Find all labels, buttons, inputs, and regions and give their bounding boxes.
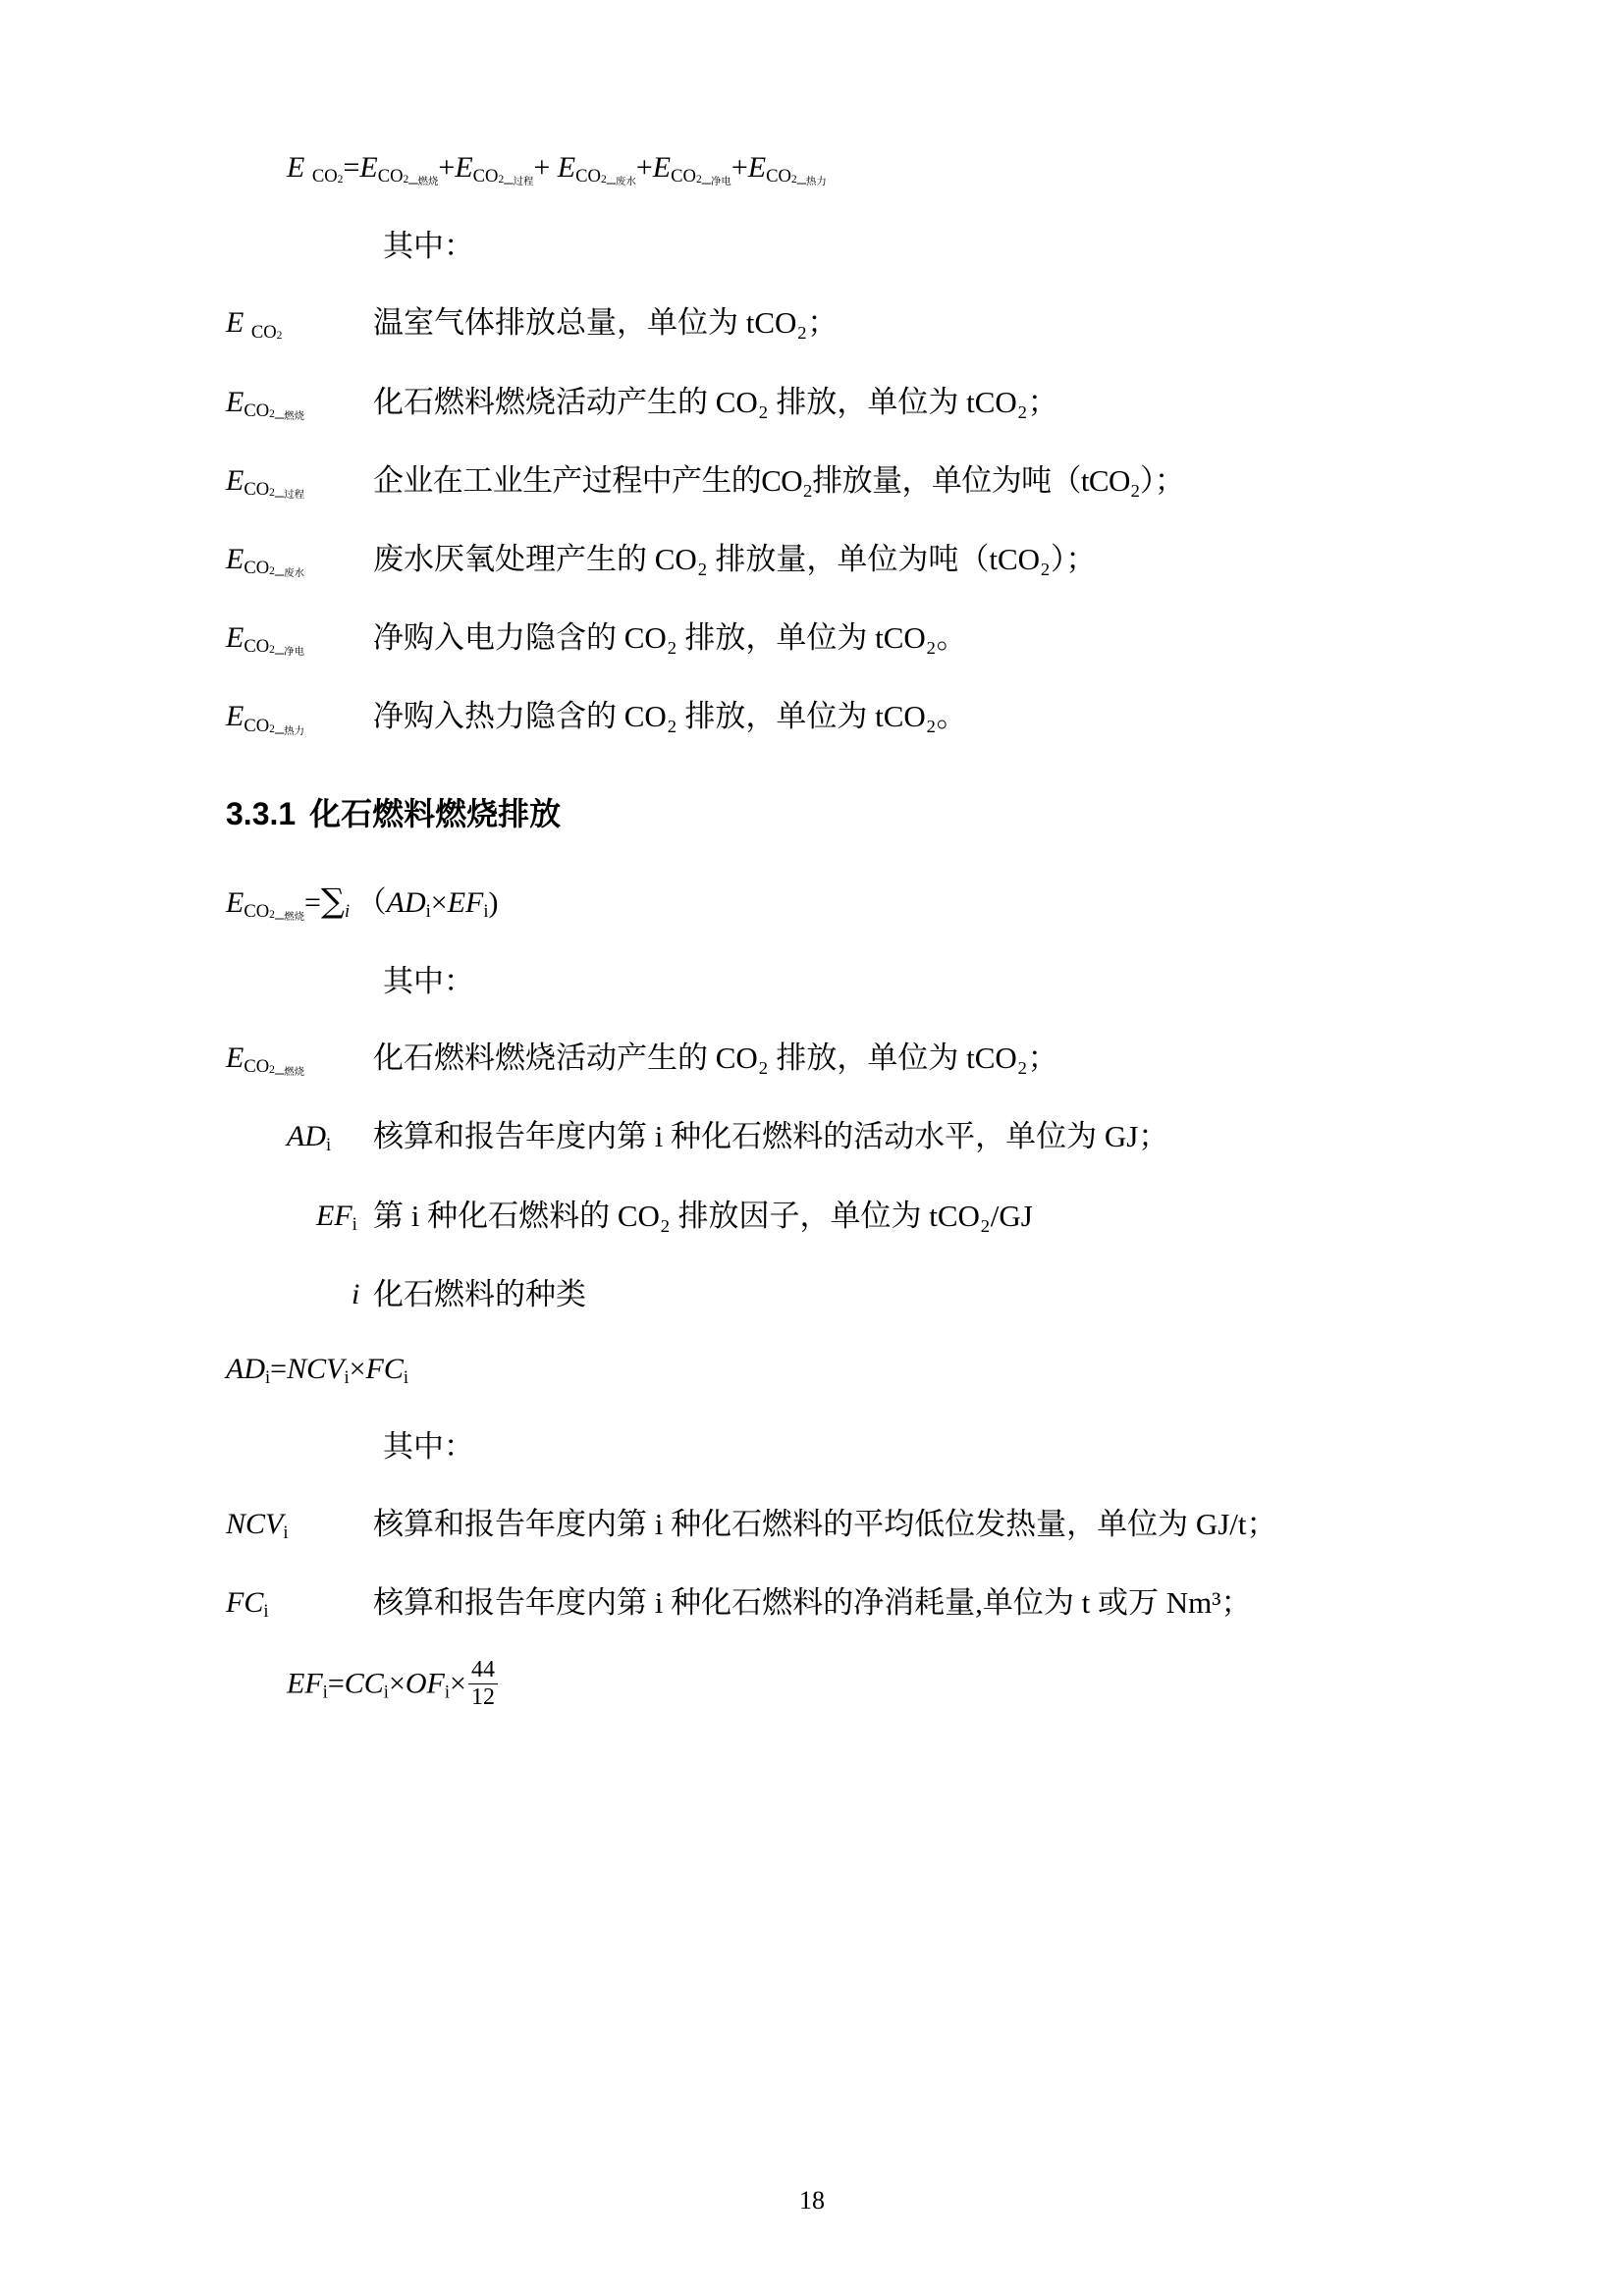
formula-emission-factor: $EF_i=CC_i\times OF_i\times$ $\frac{44}{12}$ [226,1657,1428,1711]
definition-desc-eco2: 温室气体排放总量，单位为 tCO₂； [373,305,839,341]
definition-desc-combustion-eco2: 化石燃料燃烧活动产生的 CO₂ 排放，单位为 tCO₂； [373,1041,1058,1076]
formula-combustion-emissions: $E_{CO2\_燃烧}=\sum_i$ $(AD_i\times EF_i)$ [226,881,499,924]
definition-desc-fc: 核算和报告年度内第 i 种化石燃料的净消耗量,单位为 t 或万 Nm³； [373,1584,1252,1620]
section-heading-3-3-1 [226,789,1428,834]
definition-row-ad [226,1112,1428,1161]
definition-desc-eco2-combustion: 化石燃料燃烧活动产生的 CO₂ 排放，单位为 tCO₂； [373,384,1058,419]
definition-term-eco2-netheat: $E_{CO2\_热力}$ [226,700,305,737]
definition-term-ef: $EF_i$ [316,1199,357,1235]
definition-desc-ncv: 核算和报告年度内第 i 种化石燃料的平均低位发热量，单位为 GJ/t； [373,1506,1277,1541]
definition-desc-eco2-wastewater: 废水厌氧处理产生的 CO₂ 排放量，单位为吨（tCO₂）； [373,542,1097,577]
definition-term-combustion-eco2: $E_{CO2\_燃烧}$ [226,1041,305,1079]
definition-desc-eco2-process: 企业在工业生产过程中产生的CO₂排放量，单位为吨（tCO₂）； [373,462,1185,498]
definition-row-ef [226,1192,1428,1241]
fraction-numerator: 44 [468,1657,498,1684]
definition-term-fc: $FC_i$ [226,1585,269,1623]
definition-row-eco2-netelectricity [226,614,1428,663]
section-heading-text: 化石燃料燃烧排放 [309,795,562,831]
definition-desc-ef: 第 i 种化石燃料的 CO₂ 排放因子，单位为 tCO₂/GJ [373,1198,1033,1233]
definition-term-eco2-wastewater: $E_{CO2\_废水}$ [226,543,305,580]
page-number: 18 [799,2186,825,2215]
formula-activity-data: $AD_i=NCV_i\times FC_i$ [226,1352,409,1389]
definition-desc-ad: 核算和报告年度内第 i 种化石燃料的活动水平，单位为 GJ； [373,1119,1169,1154]
fraction-denominator: 12 [470,1684,495,1711]
definition-term-eco2-combustion: $E_{CO2\_燃烧}$ [226,385,305,422]
definition-desc-i: 化石燃料的种类 [373,1276,586,1311]
definition-row-ncv [226,1500,1428,1549]
definition-term-i: i [352,1277,360,1310]
definition-row-combustion-eco2 [226,1034,1428,1083]
definition-desc-eco2-netheat: 净购入热力隐含的 CO₂ 排放，单位为 tCO₂。 [373,699,967,734]
qizhong-label-3: 其中： [383,1429,474,1465]
definition-desc-eco2-netelectricity: 净购入电力隐含的 CO₂ 排放，单位为 tCO₂。 [373,620,967,656]
definition-row-fc [226,1578,1428,1628]
definition-row-eco2 [226,298,1428,347]
definition-term-eco2: E $_{CO2}$ [226,306,283,343]
qizhong-label-1: 其中： [383,228,474,263]
definition-row-eco2-netheat [226,692,1428,741]
definition-row-i [226,1270,1428,1319]
qizhong-label-2: 其中： [383,963,474,998]
section-heading-number: 3.3.1 [226,795,297,831]
definition-term-eco2-netelectricity: $E_{CO2\_净电}$ [226,621,305,659]
definition-term-ad: $AD_i$ [287,1120,332,1156]
definition-term-ncv: $NCV_i$ [226,1507,289,1543]
formula-total-emissions: E $_{CO2}=E_{CO2\_燃烧}+E_{CO2\_过程}+ E_{CO2\_废水}+E_{CO2\_净电}+E_{CO2\_热力}$ [287,151,827,188]
definition-row-eco2-combustion [226,378,1428,427]
definition-term-eco2-process: $E_{CO2\_过程}$ [226,463,305,502]
page-content [226,147,1428,1711]
definition-row-eco2-wastewater [226,535,1428,584]
fraction-44-12 [468,1657,498,1711]
definition-row-eco2-process [226,456,1428,506]
